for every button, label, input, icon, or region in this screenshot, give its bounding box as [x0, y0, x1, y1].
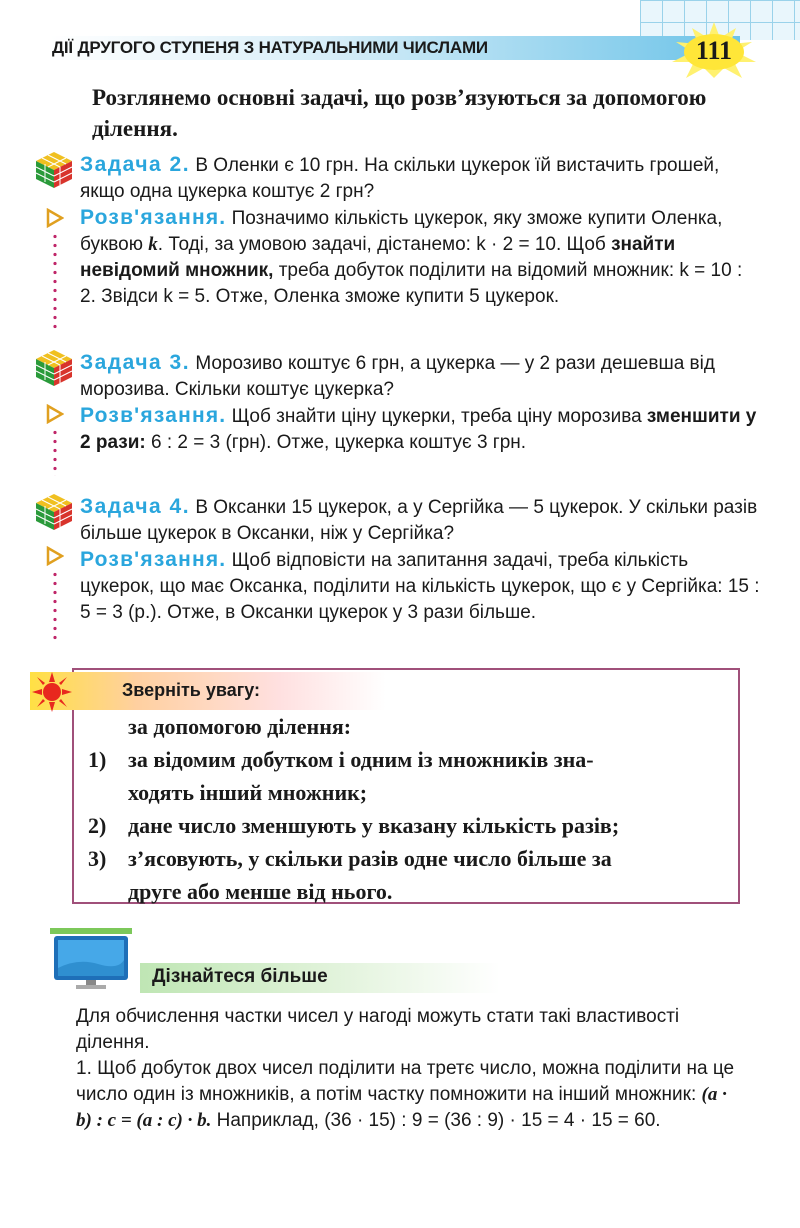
solution-text: 6 : 2 = 3 (грн). Отже, цукерка коштує 3 грн.: [150, 432, 527, 453]
page-number: 111: [695, 36, 733, 65]
note-item-text: дане число зменшують у вказану кількість разів;: [128, 813, 620, 838]
task-3-statement: [80, 350, 760, 403]
intro-text: Розглянемо основні задачі, що розв’язуються за допомогою ділення.: [92, 85, 707, 141]
note-item-text: [128, 842, 612, 908]
variable-k: k: [148, 234, 158, 255]
solution-text: Щоб відповісти на запитання задачі, треба кількість цукерок, що має Оксанка, поділити на кількість цукерок, що є у Сергійка: 15 : 5 = 3 (р.). Отже, в Оксанки цукерок у 3 рази більше.: [80, 550, 760, 623]
task-4-text: В Оксанки 15 цукерок, а у Сергійка — 5 цукерок. У скільки разів більше цукерок в Оксанки, ніж у Сергійка?: [80, 497, 758, 544]
solution-label: Розв'язання.: [80, 548, 227, 571]
sun-icon: [32, 672, 72, 712]
solution-text: треба добуток поділити на відомий множник: k = 10 : 2. Звідси k = 5. Отже, Оленка зможе купити 5 цукерок.: [80, 260, 743, 307]
page-header-title: ДІЇ ДРУГОГО СТУПЕНЯ З НАТУРАЛЬНИМИ ЧИСЛАМИ: [52, 38, 488, 57]
task-4-label: Задача 4.: [80, 495, 191, 518]
dotted-marker-line: [53, 570, 57, 642]
rubik-cube-icon: [34, 492, 74, 532]
note-item-line: друге або менше від нього.: [128, 879, 393, 904]
more-body: [76, 1004, 746, 1134]
task-3: [80, 350, 760, 456]
more-paragraph: [76, 1056, 746, 1134]
note-item-line: ходять інший множник;: [128, 780, 368, 805]
computer-monitor-icon: [48, 928, 134, 990]
solution-text: Позначимо кількість цукерок, яку зможе купити Оленка, буквою: [80, 208, 723, 255]
more-title: Дізнайтеся більше: [152, 966, 328, 987]
solution-emphasis: знайти невідомий множник,: [80, 234, 676, 281]
task-2-label: Задача 2.: [80, 153, 191, 176]
solution-text: . Тоді, за умовою задачі, дістанемо:: [157, 234, 471, 255]
solution-label: Розв'язання.: [80, 404, 227, 427]
task-3-text: Морозиво коштує 6 грн, а цукерка — у 2 рази дешевша від морозива. Скільки коштує цукерка?: [80, 353, 715, 400]
more-paragraph: Для обчислення частки чисел у нагоді можуть стати такі властивості ділення.: [76, 1006, 680, 1053]
note-title: Зверніть увагу:: [122, 680, 260, 700]
note-item-number: 2): [88, 813, 107, 838]
more-text: 1. Щоб добуток двох чисел поділити на третє число, можна поділити на це число один із множників, а потім частку помножити на інший множник:: [76, 1058, 735, 1105]
note-item: [88, 743, 738, 809]
task-4: [80, 494, 760, 626]
triangle-arrow-icon: [46, 208, 64, 228]
task-2-solution: [80, 205, 760, 310]
note-item: [88, 809, 738, 842]
formula: (a · b) : c = (a : c) · b.: [76, 1084, 727, 1131]
task-2-text: В Оленки є 10 грн. На скільки цукерок їй вистачить грошей, якщо одна цукерка коштує 2 грн?: [80, 155, 720, 202]
dotted-marker-line: [53, 232, 57, 330]
task-4-statement: [80, 494, 760, 547]
solution-text: k · 2 = 10. Щоб: [476, 234, 606, 255]
solution-emphasis: зменшити у 2 рази:: [80, 406, 757, 453]
note-item: [88, 842, 738, 908]
rubik-cube-icon: [34, 150, 74, 190]
task-4-solution: [80, 547, 760, 626]
task-3-label: Задача 3.: [80, 351, 191, 374]
task-3-solution: [80, 403, 760, 456]
note-item-line: за відомим добутком і одним із множників зна-: [128, 747, 594, 772]
note-item-line: з’ясовують, у скільки разів одне число більше за: [128, 846, 612, 871]
task-2-statement: [80, 152, 760, 205]
more-text: Наприклад, (36 · 15) : 9 = (36 : 9) · 15 = 4 · 15 = 60.: [216, 1110, 661, 1131]
solution-text: Щоб знайти ціну цукерки, треба ціну морозива: [231, 406, 642, 427]
triangle-arrow-icon: [46, 546, 64, 566]
note-item-number: 3): [88, 846, 107, 871]
note-body: [88, 710, 738, 908]
note-item-text: [128, 743, 594, 809]
triangle-arrow-icon: [46, 404, 64, 424]
task-2: [80, 152, 760, 310]
note-lead: за допомогою ділення:: [128, 714, 352, 739]
solution-label: Розв'язання.: [80, 206, 227, 229]
dotted-marker-line: [53, 428, 57, 476]
note-item-number: 1): [88, 747, 107, 772]
rubik-cube-icon: [34, 348, 74, 388]
